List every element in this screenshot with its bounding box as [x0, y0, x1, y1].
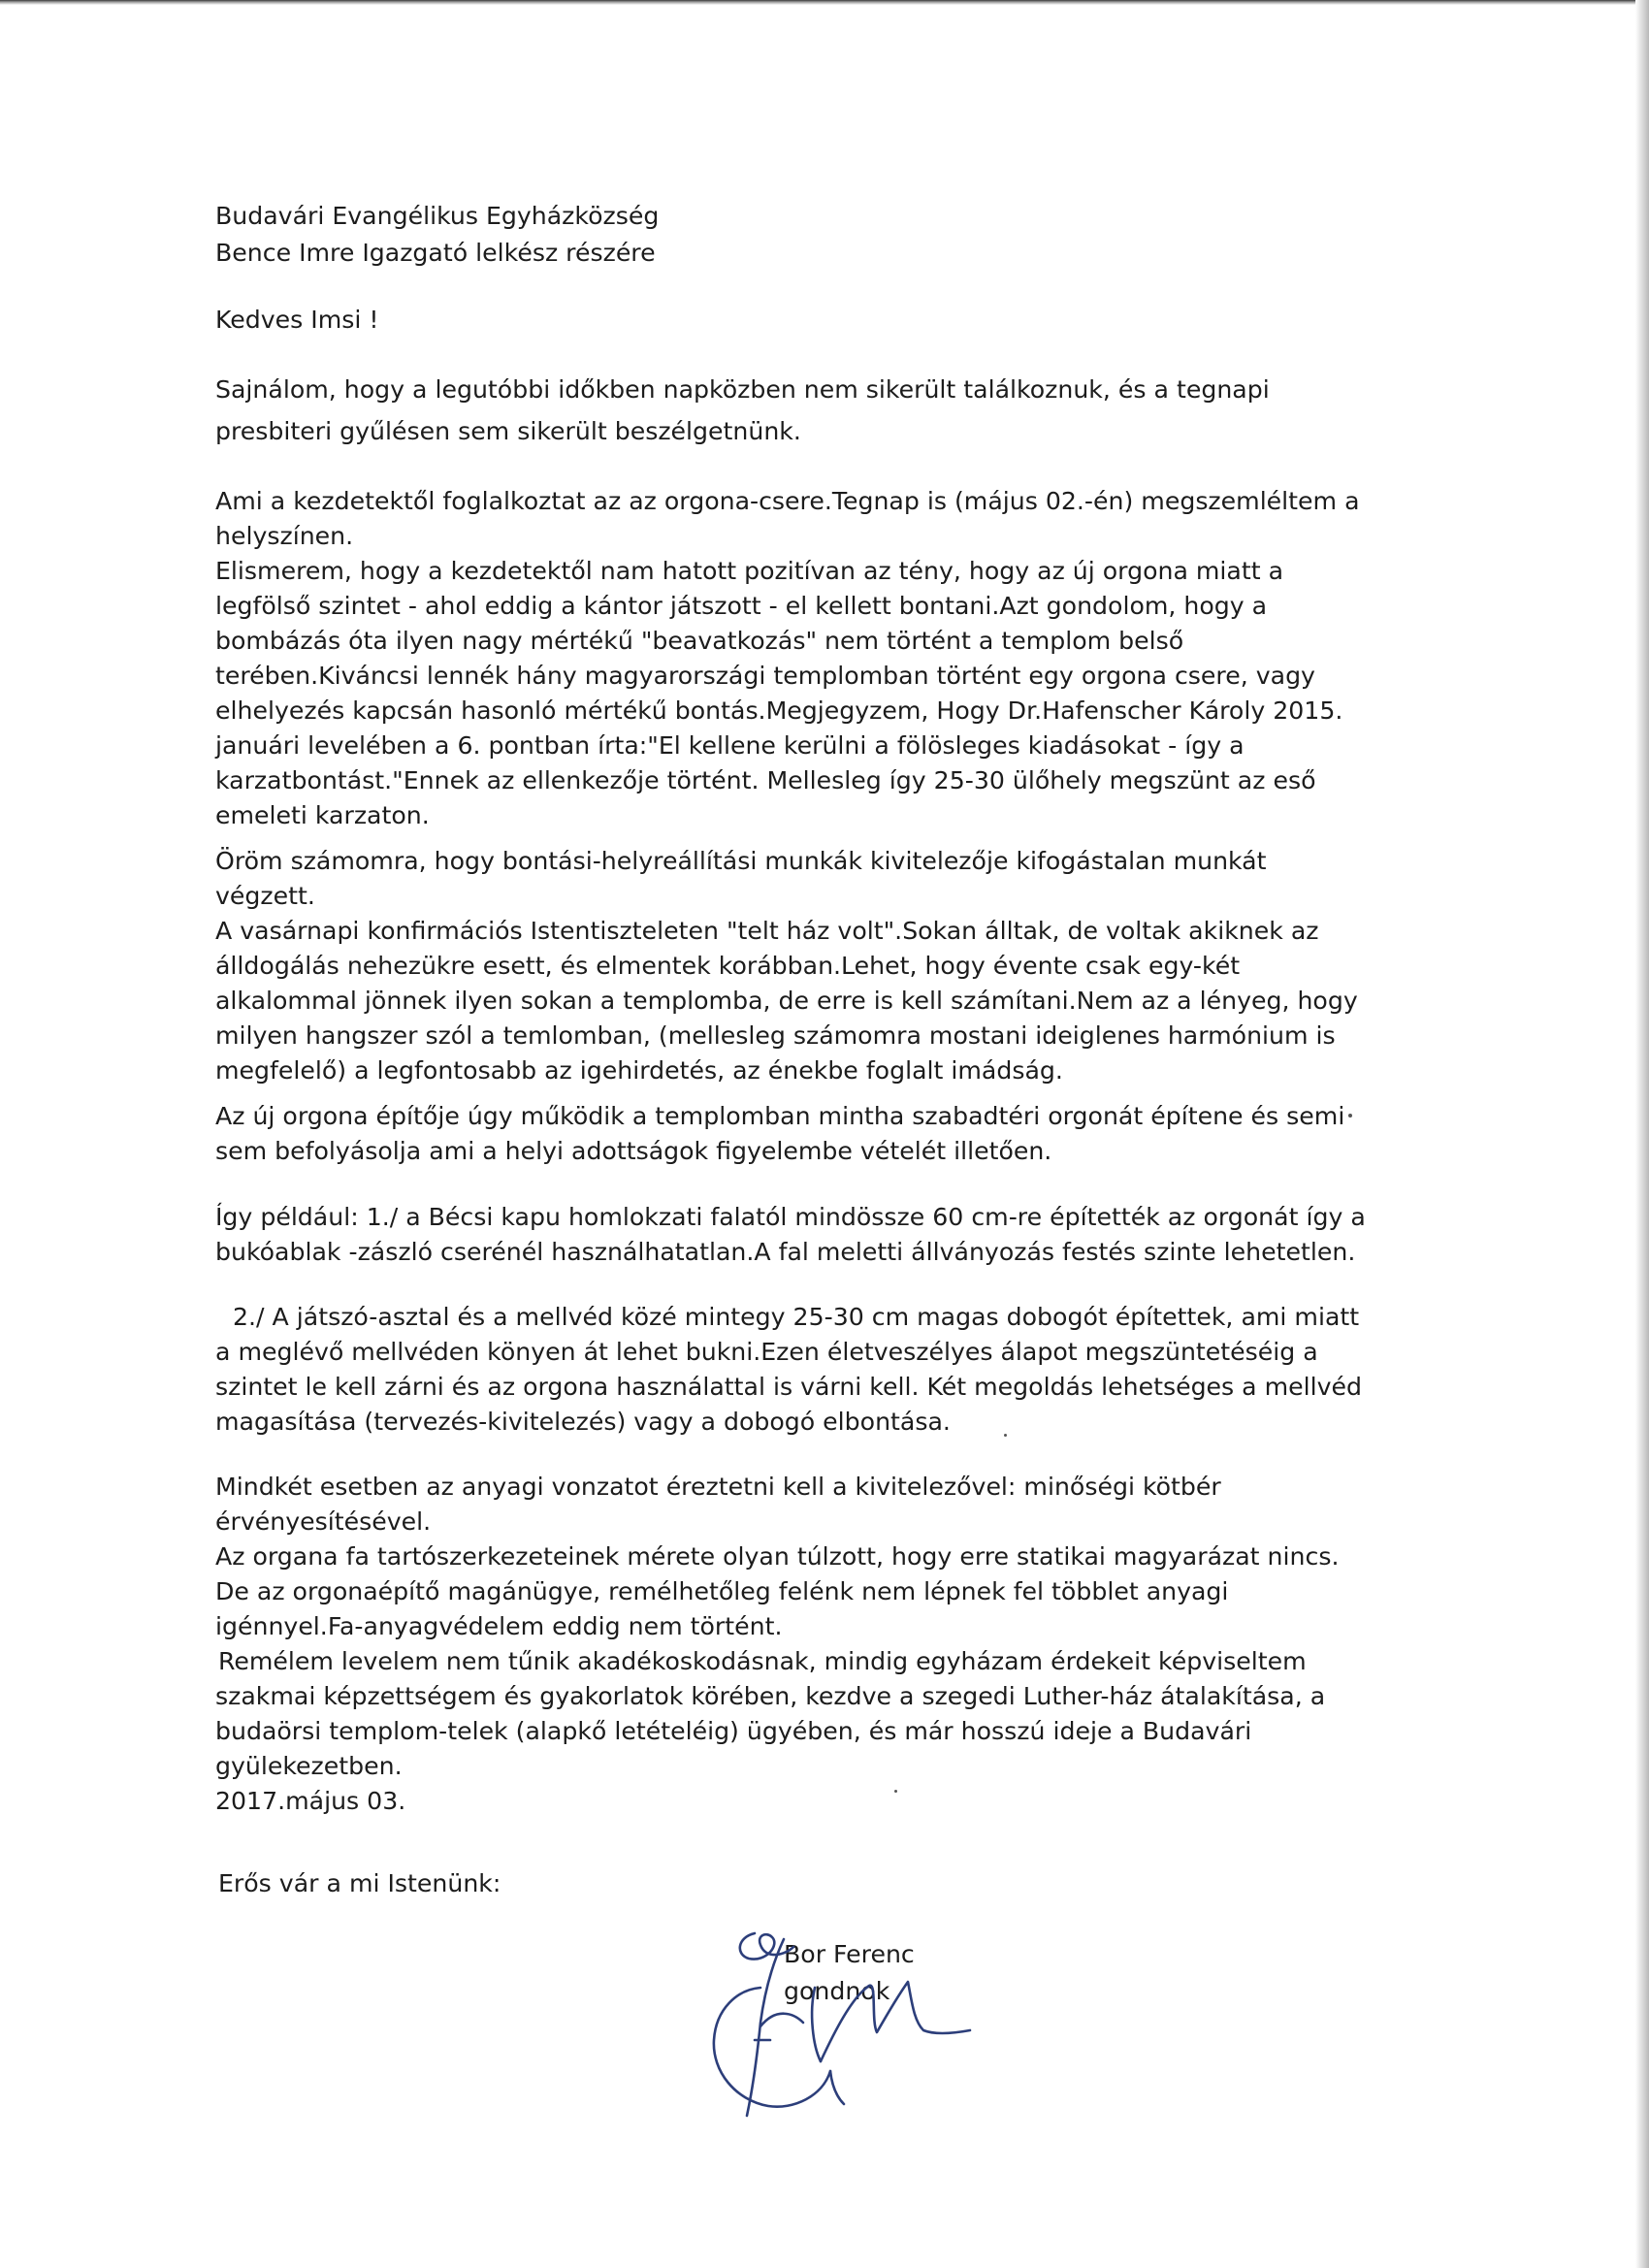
body-line: Sajnálom, hogy a legutóbbi időkben napközben nem sikerült találkoznuk, és a tegnapi	[215, 375, 1270, 404]
body-line: Ami a kezdetektől foglalkoztat az az orgona-csere.Tegnap is (május 02.-én) megszemléltem a	[215, 487, 1360, 515]
body-line: megfelelő) a legfontosabb az igehirdetés, az énekbe foglalt imádság.	[215, 1056, 1063, 1085]
body-line: karzatbontást."Ennek az ellenkezője történt. Mellesleg így 25-30 ülőhely megszünt az eső	[215, 766, 1316, 794]
body-line: bombázás óta ilyen nagy mértékű "beavatkozás" nem történt a templom belső	[215, 627, 1184, 655]
body-line: terében.Kiváncsi lennék hány magyarországi templomban történt egy orgona csere, vagy	[215, 662, 1315, 690]
body-line: bukóablak -zászló cserénél használhatatlan.A fal meletti állványozás festés szinte lehetetlen.	[215, 1238, 1356, 1266]
body-line: sem befolyásolja ami a helyi adottságok figyelembe vételét illetően.	[215, 1137, 1052, 1165]
body-line: Így például: 1./ a Bécsi kapu homlokzati falatól mindössze 60 cm-re építették az orgonát így a	[215, 1203, 1366, 1231]
body-line: legfölső szintet - ahol eddig a kántor játszott - el kellett bontani.Azt gondolom, hogy a	[215, 592, 1268, 620]
body-line: Elismerem, hogy a kezdetektől nam hatott pozitívan az tény, hogy az új orgona miatt a	[215, 557, 1284, 585]
body-line: elhelyezés kapcsán hasonló mértékű bontás.Megjegyzem, Hogy Dr.Hafenscher Károly 2015.	[215, 697, 1343, 725]
letter-date: 2017.május 03.	[215, 1787, 406, 1815]
recipient-person: Bence Imre Igazgató lelkész részére	[215, 239, 656, 267]
scan-speck	[1348, 1114, 1352, 1118]
body-line: alkalommal jönnek ilyen sokan a templomba, de erre is kell számítani.Nem az a lényeg, hogy	[215, 987, 1358, 1015]
body-line: De az orgonaépítő magánügye, remélhetőleg felénk nem lépnek fel többlet anyagi	[215, 1577, 1229, 1605]
body-line: emeleti karzaton.	[215, 801, 430, 829]
salutation: Kedves Imsi !	[215, 306, 379, 334]
body-line: helyszínen.	[215, 522, 354, 550]
body-line: Remélem levelem nem tűnik akadékoskodásnak, mindig egyházam érdekeit képviseltem	[218, 1647, 1307, 1675]
body-line: gyülekezetben.	[215, 1752, 403, 1780]
scan-edge-top	[0, 0, 1649, 5]
signer-name: Bor Ferenc	[784, 1940, 915, 1968]
body-line: milyen hangszer szól a temlomban, (mellesleg számomra mostani ideiglenes harmónium is	[215, 1021, 1336, 1050]
signer-title: gondnok	[784, 1977, 890, 2005]
body-line: Az új orgona építője úgy működik a templomban mintha szabadtéri orgonát építene és semi	[215, 1102, 1345, 1130]
closing-phrase: Erős vár a mi Istenünk:	[218, 1869, 501, 1897]
handwritten-signature	[679, 1926, 1009, 2129]
recipient-organization: Budavári Evangélikus Egyházközség	[215, 202, 660, 230]
body-line: magasítása (tervezés-kivitelezés) vagy a dobogó elbontása.	[215, 1408, 951, 1436]
body-line: Az organa fa tartószerkezeteinek mérete olyan túlzott, hogy erre statikai magyarázat nincs.	[215, 1542, 1340, 1571]
body-line: érvényesítésével.	[215, 1507, 432, 1536]
body-line: Öröm számomra, hogy bontási-helyreállítási munkák kivitelezője kifogástalan munkát	[215, 847, 1267, 875]
body-line: álldogálás nehezükre esett, és elmentek korábban.Lehet, hogy évente csak egy-két	[215, 952, 1241, 980]
body-line: januári levelében a 6. pontban írta:"El kellene kerülni a fölösleges kiadásokat - így a	[215, 731, 1245, 760]
scan-speck	[894, 1790, 897, 1793]
scan-edge-right	[1635, 0, 1649, 2268]
body-line: végzett.	[215, 882, 315, 910]
body-line: igénnyel.Fa-anyagvédelem eddig nem történt.	[215, 1612, 783, 1640]
body-line: presbiteri gyűlésen sem sikerült beszélgetnünk.	[215, 417, 801, 445]
body-line: 2./ A játszó-asztal és a mellvéd közé mintegy 25-30 cm magas dobogót építettek, ami miatt	[233, 1303, 1360, 1331]
body-line: szakmai képzettségem és gyakorlatok körében, kezdve a szegedi Luther-ház átalakítása, a	[215, 1682, 1326, 1710]
body-line: szintet le kell zárni és az orgona használattal is várni kell. Két megoldás lehetséges a mellvéd	[215, 1373, 1363, 1401]
scan-speck	[1004, 1434, 1007, 1437]
body-line: Mindkét esetben az anyagi vonzatot éreztetni kell a kivitelezővel: minőségi kötbér	[215, 1473, 1221, 1501]
body-line: a meglévő mellvéden könyen át lehet bukni.Ezen életveszélyes álapot megszüntetéséig a	[215, 1338, 1318, 1366]
body-line: budaörsi templom-telek (alapkő letételéig) ügyében, és már hosszú ideje a Budavári	[215, 1717, 1252, 1745]
body-line: A vasárnapi konfirmációs Istentiszteleten "telt ház volt".Sokan álltak, de voltak akiknek az	[215, 917, 1319, 945]
